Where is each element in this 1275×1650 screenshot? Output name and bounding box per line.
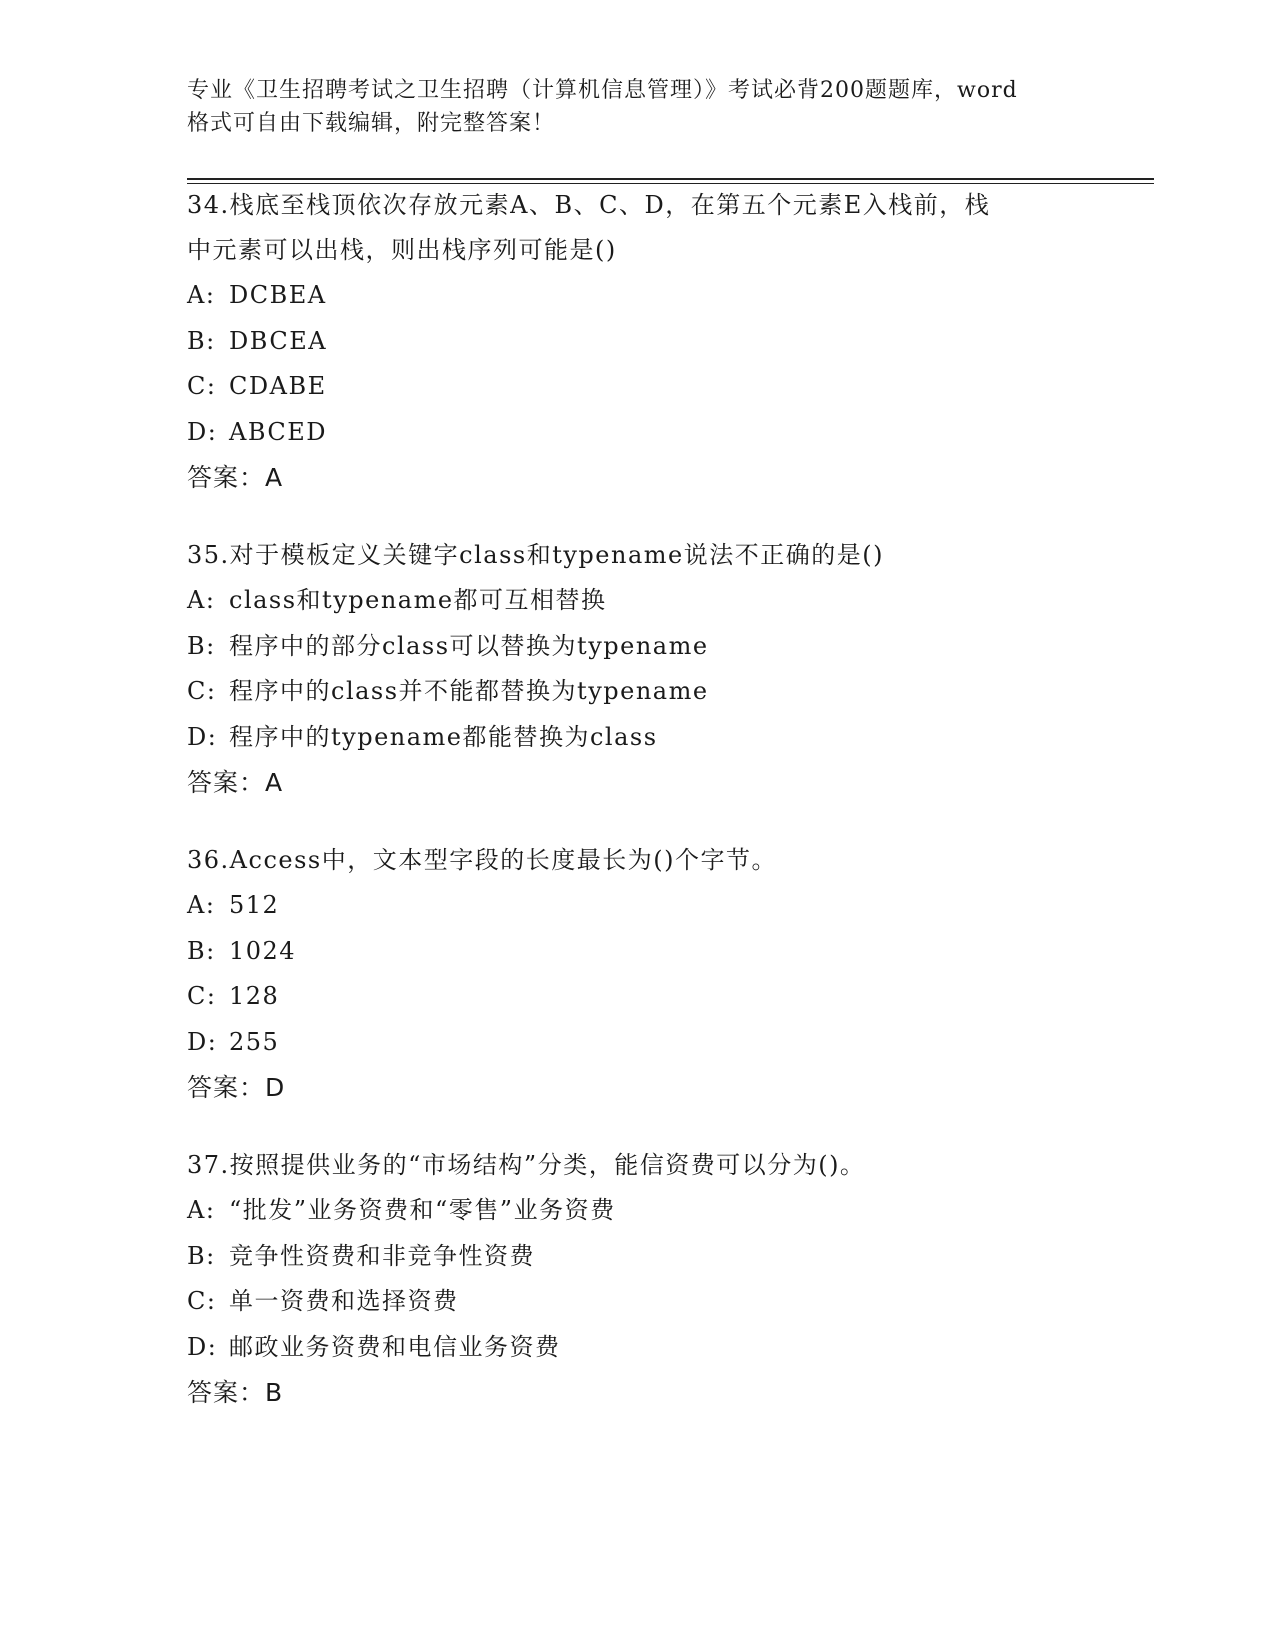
option-label: D: [187,1332,218,1361]
option-text: DCBEA [229,281,327,309]
option-d [187,1325,1087,1371]
option-text: 竞争性资费和非竞争性资费 [229,1241,535,1270]
option-d [187,715,1087,761]
option-text: 128 [229,982,280,1010]
option-label: C: [187,982,217,1010]
option-label: A: [187,586,216,614]
question-stem [187,183,1087,273]
option-c [187,669,1087,715]
option-label: A: [187,281,216,309]
option-d [187,1020,1087,1066]
option-label: B: [187,631,216,660]
option-a [187,1188,1087,1234]
option-b [187,624,1087,670]
option-b [187,1234,1087,1280]
option-text: 程序中的class并不能都替换为typename [229,677,709,705]
question-stem-line-1: 36.Access中，文本型字段的长度最长为()个字节。 [187,846,777,874]
option-b [187,319,1087,365]
option-label: B: [187,326,216,355]
answer: 答案：D [187,1073,286,1102]
option-c [187,1279,1087,1325]
question-stem-line-1: 37.按照提供业务的“市场结构”分类，能信资费可以分为()。 [187,1151,866,1179]
answer: 答案：A [187,463,284,492]
question-stem-line-1: 34.栈底至栈顶依次存放元素A、B、C、D，在第五个元素E入栈前，栈 [187,191,991,219]
option-a [187,578,1087,624]
question-stem-line-2: 中元素可以出栈，则出栈序列可能是() [187,236,617,264]
option-text: CDABE [229,372,327,400]
option-text: 程序中的typename都能替换为class [229,722,658,751]
option-text: ABCED [229,417,328,446]
option-text: DBCEA [229,326,328,355]
option-text: 1024 [229,936,297,965]
option-c [187,364,1087,410]
option-label: D: [187,417,218,446]
question-37 [187,1143,1087,1415]
question-stem-line-1: 35.对于模板定义关键字class和typename说法不正确的是() [187,541,884,569]
option-a [187,273,1087,319]
option-text: 512 [229,891,280,919]
question-stem [187,1143,1087,1188]
header-line-2: 格式可自由下载编辑，附完整答案！ [187,111,556,136]
option-label: D: [187,722,218,751]
option-text: class和typename都可互相替换 [229,586,607,614]
option-text: “批发”业务资费和“零售”业务资费 [229,1196,616,1224]
option-label: B: [187,936,216,965]
option-d [187,410,1087,456]
option-text: 程序中的部分class可以替换为typename [229,631,709,660]
option-text: 邮政业务资费和电信业务资费 [229,1332,561,1361]
option-label: C: [187,677,217,705]
option-label: C: [187,372,217,400]
option-label: D: [187,1027,218,1056]
document-header [187,74,1087,140]
question-stem [187,533,1087,578]
option-label: A: [187,1196,216,1224]
question-36 [187,838,1087,1110]
question-35 [187,533,1087,805]
answer: 答案：A [187,768,284,797]
option-label: A: [187,891,216,919]
option-a [187,883,1087,929]
answer: 答案：B [187,1378,284,1407]
option-b [187,929,1087,975]
option-c [187,974,1087,1020]
option-text: 单一资费和选择资费 [229,1287,459,1315]
question-34 [187,183,1087,500]
header-line-1: 专业《卫生招聘考试之卫生招聘（计算机信息管理）》考试必背200题题库，word [187,78,1018,103]
question-stem [187,838,1087,883]
option-text: 255 [229,1027,280,1056]
option-label: C: [187,1287,217,1315]
option-label: B: [187,1241,216,1270]
